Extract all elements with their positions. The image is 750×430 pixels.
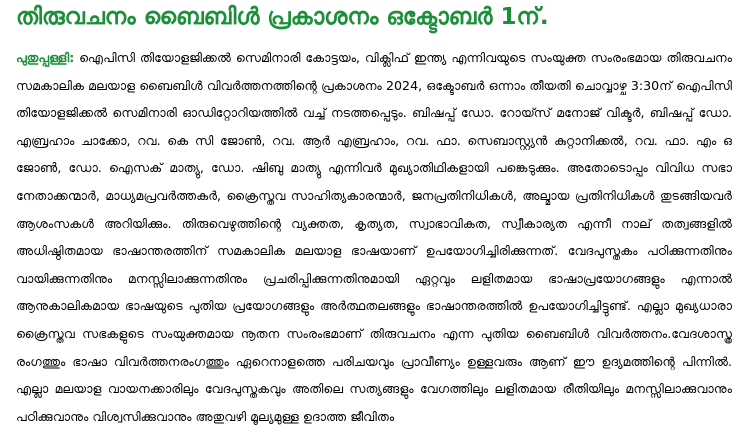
article-dateline: പുതുപ്പള്ളി:	[16, 50, 75, 65]
article-body-paragraph	[0, 44, 750, 430]
article-body-text: ഐപിസി തിയോളജിക്കൽ സെമിനാരി കോട്ടയം, വിക്ലിഫ് ഇന്ത്യ എന്നിവയുടെ സംയുക്ത സംരംഭമായ തിരുവചനം സമകാലിക മലയാള ബൈബിൾ വിവർത്തനത്തിന്റെ പ്രകാശനം 2024, ഒക്ടോബർ ഒന്നാം തീയതി ചൊവ്വാഴ്ച 3:30ന് ഐപിസി തിയോളജിക്കൽ സെമിനാരി ഓഡിറ്റോറിയത്തിൽ വച്ച് നടത്തപ്പെടും. ബിഷപ്പ് ഡോ. റോയ്സ് മനോജ് വിക്ടർ, ബിഷപ്പ് ഡോ. എബ്രഹാം ചാക്കോ, റവ. കെ സി ജോൺ, റവ. ആർ എബ്രഹാം, റവ. ഫാ. സെബാസ്റ്റ്യൻ കുറ്റാനിക്കൽ, റവ. ഫാ. എം ഒ ജോൺ, ഡോ. ഐസക് മാത്യു, ഡോ. ഷിബു മാത്യു എന്നിവർ മുഖ്യാതിഥികളായി പങ്കെടുക്കും. അതോടൊപ്പം വിവിധ സഭാ നേതാക്കന്മാർ, മാധ്യമപ്രവർത്തകർ, ക്രൈസ്തവ സാഹിത്യകാരന്മാർ, ജനപ്രതിനിധികൾ, അല്മായ പ്രതിനിധികൾ തുടങ്ങിയവർ ആശംസകൾ അറിയിക്കും. തിരുവെഴുത്തിന്റെ വ്യക്തത, കൃത്യത, സ്വാഭാവികത, സ്വീകാര്യത എന്നീ നാല് തത്വങ്ങളിൽ അധിഷ്ഠിതമായ ഭാഷാന്തരത്തിന് സമകാലിക മലയാള ഭാഷയാണ് ഉപയോഗിച്ചിരിക്കുന്നത്. വേദപുസ്തകം പഠിക്കുന്നതിനും വായിക്കുന്നതിനും മനസ്സിലാക്കുന്നതിനും പ്രചരിപ്പിക്കുന്നതിനുമായി ഏറ്റവും ലളിതമായ ഭാഷാപ്രയോഗങ്ങളും എന്നാൽ ആനുകാലികമായ ഭാഷയുടെ പുതിയ പ്രയോഗങ്ങളും അർത്ഥതലങ്ങളും ഭാഷാന്തരത്തിൽ ഉപയോഗിച്ചിട്ടുണ്ട്. എല്ലാ മുഖ്യധാരാ ക്രൈസ്തവ സഭകളുടെ സംയുക്തമായ നൂതന സംരംഭമാണ് തിരുവചനം എന്ന പുതിയ ബൈബിൾ വിവർത്തനം.വേദശാസ്ത്ര രംഗത്തും ഭാഷാ വിവർത്തനരംഗത്തും ഏറെനാളത്തെ പരിചയവും പ്രാവീണ്യം ഉള്ളവരും ആണ് ഈ ഉദ്യമത്തിന്റെ പിന്നിൽ. എല്ലാ മലയാള വായനക്കാരിലും വേദപുസ്തകവും അതിലെ സത്യങ്ങളും വേഗത്തിലും ലളിതമായ രീതിയിലും മനസ്സിലാക്കുവാനും പഠിക്കുവാനും വിശ്വസിക്കുവാനും അതുവഴി മൂല്യമുള്ള ഉദാത്ത ജീവിതം	[16, 50, 732, 424]
article-headline: തിരുവചനം ബൈബിൾ പ്രകാശനം ഒക്ടോബർ 1ന്.	[16, 4, 549, 30]
